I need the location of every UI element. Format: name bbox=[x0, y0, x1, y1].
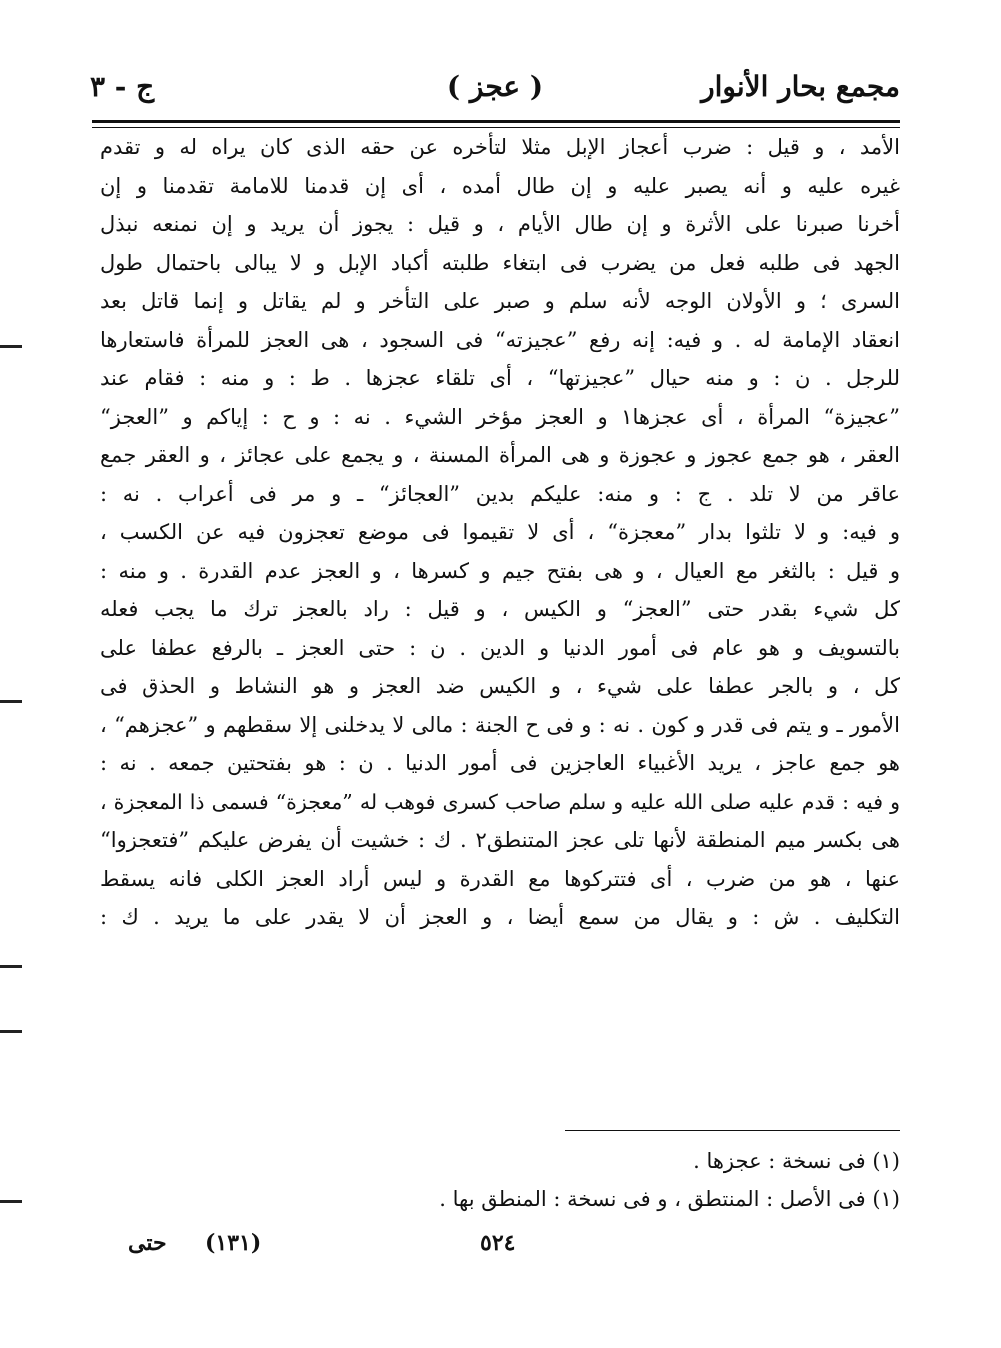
text-line: انعقاد الإمامة له . و فيه: إنه رفع ”عجيزته“ فى السجود ، هى العجز للمرأة فاستعارها bbox=[100, 327, 900, 352]
text-line: الأمد ، و قيل : ضرب أعجاز الإبل مثلا لتأخره عن حقه الذى كان يراه له و تقدم bbox=[100, 135, 900, 159]
body-text bbox=[100, 128, 900, 937]
text-line: التكليف . ش : و يقال من سمع أيضا ، و العجز أن لا يقدر على ما يريد . ك : bbox=[100, 905, 900, 929]
scan-edge-mark bbox=[0, 345, 22, 348]
scan-edge-mark bbox=[0, 1200, 22, 1203]
text-line: بالتسويف و هو عام فى أمور الدنيا و الدين . ن : حتى العجز ـ بالرفع عطفا على bbox=[100, 635, 900, 660]
page-number: ٥٢٤ bbox=[480, 1230, 516, 1256]
entry-heading: ( عجز ) bbox=[446, 70, 544, 103]
text-line: ”عجيزة“ المرأة ، أى عجزها١ و العجز مؤخر الشيء . نه : و ح : إياكم و ”العجز“ bbox=[100, 404, 900, 429]
header-rule-thick bbox=[92, 120, 900, 123]
text-line: هو جمع عاجز ، يريد الأغبياء العاجزين فى أمور الدنيا . ن : هو بفتحتين جمعه . نه : bbox=[100, 751, 900, 775]
text-line: و قيل : بالثغر مع العيال ، و هى بفتح جيم و كسرها ، و العجز عدم القدرة . و منه : bbox=[100, 558, 900, 583]
text-line: أخرنا صبرنا على الأثرة و إن طال الأيام ، و قيل : يجوز أن يريد و إن نمنعه نبذل bbox=[100, 212, 900, 236]
volume-label: ج - ٣ bbox=[90, 70, 155, 103]
footnote-rule bbox=[565, 1130, 900, 1131]
scan-edge-mark bbox=[0, 965, 22, 968]
text-line: السرى ؛ و الأولان الوجه لأنه سلم و صبر على التأخر و لم يقاتل و إنما قاتل بعد bbox=[100, 289, 900, 313]
footnote: (١) فى نسخة : عجزها . bbox=[693, 1149, 900, 1173]
scan-edge-mark bbox=[0, 1030, 22, 1033]
page-footer bbox=[0, 1230, 1001, 1270]
text-line: للرجل . ن : و منه حيال ”عجيزتها“ ، أى تلقاء عجزها . ط : و منه : فقام عند bbox=[100, 366, 900, 390]
text-line: هى بكسر ميم المنطقة لأنها تلى عجز المتنطق٢ . ك : خشيت أن يفرض عليكم ”فتعجزوا“ bbox=[100, 828, 900, 852]
text-line: الجهد فى طلبه فعل من يضرب فى ابتغاء طلبته أكباد الإبل و لا يبالى باحتمال طول bbox=[100, 250, 900, 275]
text-line: غيره عليه و أنه يصبر عليه و إن طال أمده ، أى إن قدمنا للامامة تقدمنا و إن bbox=[100, 173, 900, 198]
catchword: حتى bbox=[128, 1230, 167, 1256]
text-line: الأمور ـ و يتم فى قدر و كون . نه : و فى ح الجنة : مالى لا يدخلنى إلا سقطهم و ”عجزهم“ ، bbox=[100, 712, 900, 737]
text-line: العقر ، هو جمع عجوز و عجوزة و هى المرأة المسنة ، و يجمع على عجائز ، و العقر جمع bbox=[100, 443, 900, 467]
book-title: مجمع بحار الأنوار bbox=[701, 70, 900, 103]
footnote: (١) فى الأصل : المنتطق ، و فى نسخة : المنطق بها . bbox=[439, 1187, 900, 1211]
page-header bbox=[90, 70, 900, 110]
footnotes bbox=[100, 1142, 900, 1218]
volume-page-number: (١٣١) bbox=[205, 1230, 262, 1256]
text-line: عاقر من لا تلد . ج : و منه: عليكم بدين ”العجائز“ ـ و مر فى أعراب . نه : bbox=[100, 481, 900, 506]
text-line: و فيه: و لا تلثوا بدار ”معجزة“ ، أى لا تقيموا فى موضع تعجزون فيه عن الكسب ، bbox=[100, 520, 900, 544]
text-line: عنها ، هو من ضرب ، أى فتتركوها مع القدرة و ليس أراد العجز الكلى فانه يسقط bbox=[100, 866, 900, 891]
text-line: كل ، و بالجر عطفا على شيء ، و الكيس ضد العجز و هو النشاط و الحذق فى bbox=[100, 674, 900, 698]
text-line: كل شيء بقدر حتى ”العجز“ و الكيس ، و قيل : راد بالعجز ترك ما يجب فعله bbox=[100, 597, 900, 621]
text-line: و فيه : قدم عليه صلى الله عليه و سلم صاحب كسرى فوهب له ”معجزة“ فسمى ذا المعجزة ، bbox=[100, 789, 900, 814]
scan-edge-mark bbox=[0, 700, 22, 703]
